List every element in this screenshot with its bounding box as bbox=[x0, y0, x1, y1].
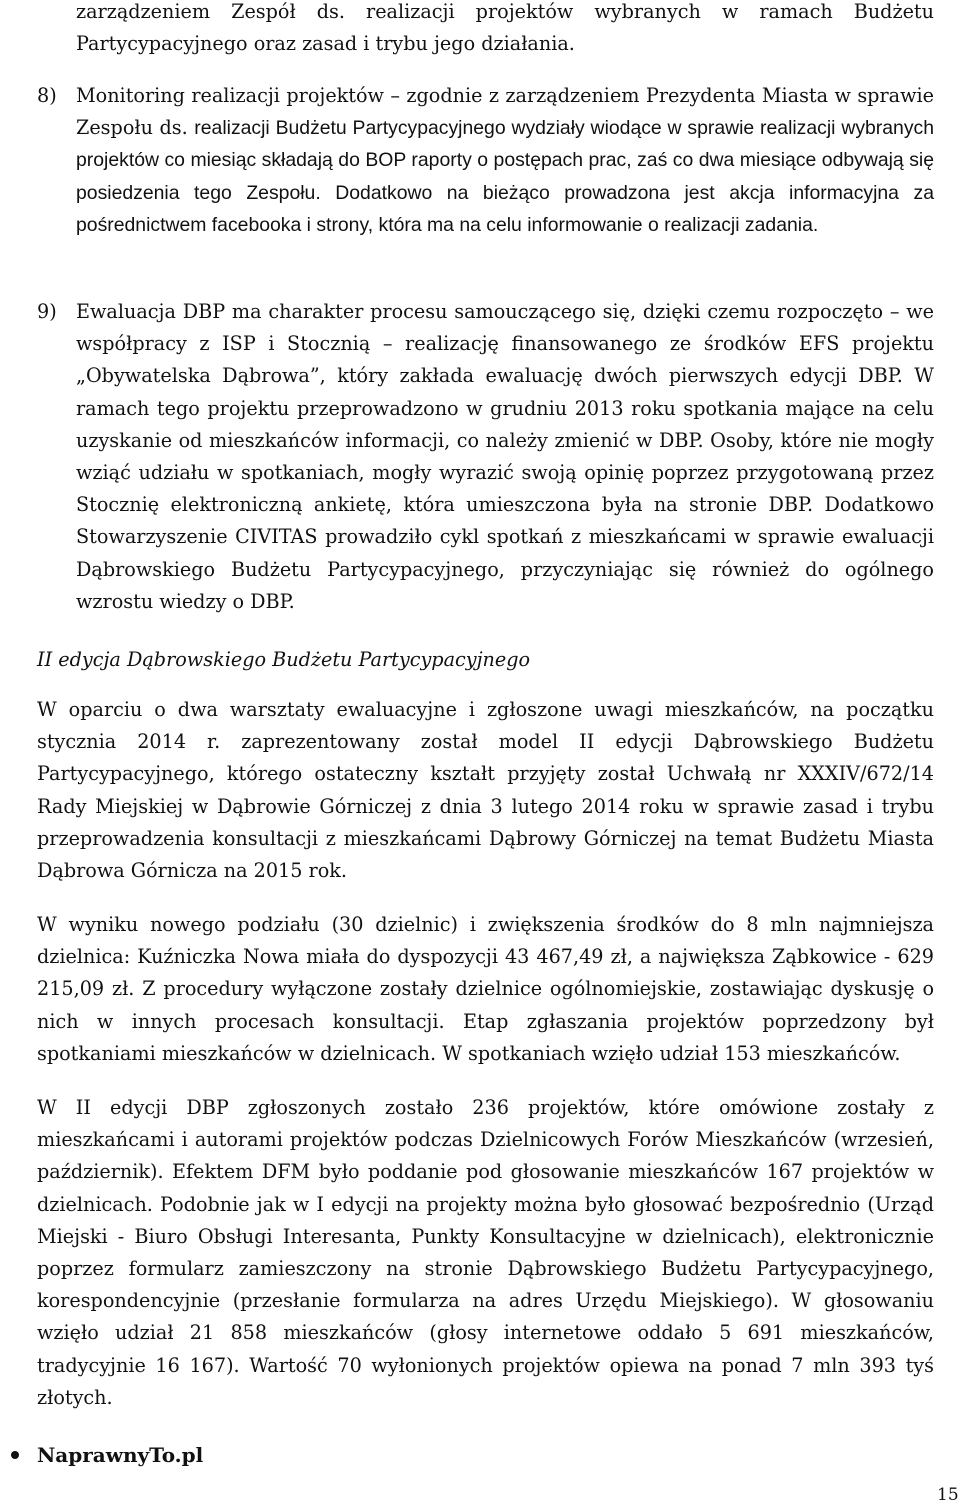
bullet-icon bbox=[11, 1451, 19, 1459]
list-item-8-text bbox=[76, 80, 934, 241]
page-number: 15 bbox=[937, 1485, 959, 1505]
list-item-8-body: realizacji Budżetu Partycypacyjnego wydziały wiodące w sprawie realizacji wybranych projektów co miesiąc składają do BOP raporty o postępach prac, zaś co dwa miesiące odbywają się posiedzenia tego Zespołu. Dodatkowo na bieżąco prowadzona jest akcja informacyjna za pośrednictwem facebooka i strony, która ma na celu informowanie o realizacji zadania. bbox=[76, 117, 934, 236]
list-item-9-text: Ewaluacja DBP ma charakter procesu samouczącego się, dzięki czemu rozpoczęto – we współpracy z ISP i Stocznią – realizację finansowanego ze środków EFS projektu „Obywatelska Dąbrowa”, który zakłada ewaluację dwóch pierwszych edycji DBP. W ramach tego projektu przeprowadzono w grudniu 2013 roku spotkania mające na celu uzyskanie od mieszkańców informacji, co należy zmienić w DBP. Osoby, które nie mogły wziąć udziału w spotkaniach, mogły wyrazić swoją opinię poprzez przygotowaną przez Stocznię elektroniczną ankietę, która umieszczona była na stronie DBP. Dodatkowo Stowarzyszenie CIVITAS prowadziło cykl spotkań z mieszkańcami w sprawie ewaluacji Dąbrowskiego Budżetu Partycypacyjnego, przyczyniając się również do ogólnego wzrostu wiedzy o DBP. bbox=[76, 300, 934, 613]
section-heading: II edycja Dąbrowskiego Budżetu Partycypacyjnego bbox=[37, 648, 531, 671]
paragraph-continuation: zarządzeniem Zespół ds. realizacji projektów wybranych w ramach Budżetu Partycypacyjnego oraz zasad i trybu jego działania. bbox=[76, 0, 934, 56]
list-item-8-number: 8) bbox=[37, 84, 57, 107]
bullet-item-label: NaprawnyTo.pl bbox=[37, 1443, 204, 1467]
paragraph-edition-model: W oparciu o dwa warsztaty ewaluacyjne i zgłoszone uwagi mieszkańców, na początku stycznia 2014 r. zaprezentowany został model II edycji Dąbrowskiego Budżetu Partycypacyjnego, którego ostateczny kształt przyjęty został Uchwałą nr XXXIV/672/14 Rady Miejskiej w Dąbrowie Górniczej z dnia 3 lutego 2014 roku w sprawie zasad i trybu przeprowadzenia konsultacji z mieszkańcami Dąbrowy Górniczej na temat Budżetu Miasta Dąbrowa Górnicza na 2015 rok. bbox=[37, 698, 934, 883]
list-item-9-number: 9) bbox=[37, 300, 57, 323]
paragraph-voting-results: W II edycji DBP zgłoszonych zostało 236 projektów, które omówione zostały z mieszkańcami i autorami projektów podczas Dzielnicowych Forów Mieszkańców (wrzesień, październik). Efektem DFM było poddanie pod głosowanie mieszkańców 167 projektów w dzielnicach. Podobnie jak w I edycji na projekty można było głosować bezpośrednio (Urząd Miejski - Biuro Obsługi Interesanta, Punkty Konsultacyjne w dzielnicach), elektronicznie poprzez formularz zamieszczony na stronie Dąbrowskiego Budżetu Partycypacyjnego, korespondencyjnie (przesłanie formularza na adres Urzędu Miejskiego). W głosowaniu wzięło udział 21 858 mieszkańców (głosy internetowe oddało 5 691 mieszkańców, tradycyjnie 16 167). Wartość 70 wyłonionych projektów opiewa na ponad 7 mln 393 tyś złotych. bbox=[37, 1096, 934, 1409]
list-item-8-intro: Monitoring realizacji projektów – zgodnie z zarządzeniem Prezydenta Miasta w sprawie Zespołu ds. bbox=[76, 84, 934, 140]
paragraph-district-funds: W wyniku nowego podziału (30 dzielnic) i zwiększenia środków do 8 mln najmniejsza dzielnica: Kuźniczka Nowa miała do dyspozycji 43 467,49 zł, a największa Ząbkowice - 629 215,09 zł. Z procedury wyłączone zostały dzielnice ogólnomiejskie, zostawiając dyskusję o nich w innych procesach konsultacji. Etap zgłaszania projektów poprzedzony był spotkaniami mieszkańców w dzielnicach. W spotkaniach wzięło udział 153 mieszkańców. bbox=[37, 913, 934, 1065]
